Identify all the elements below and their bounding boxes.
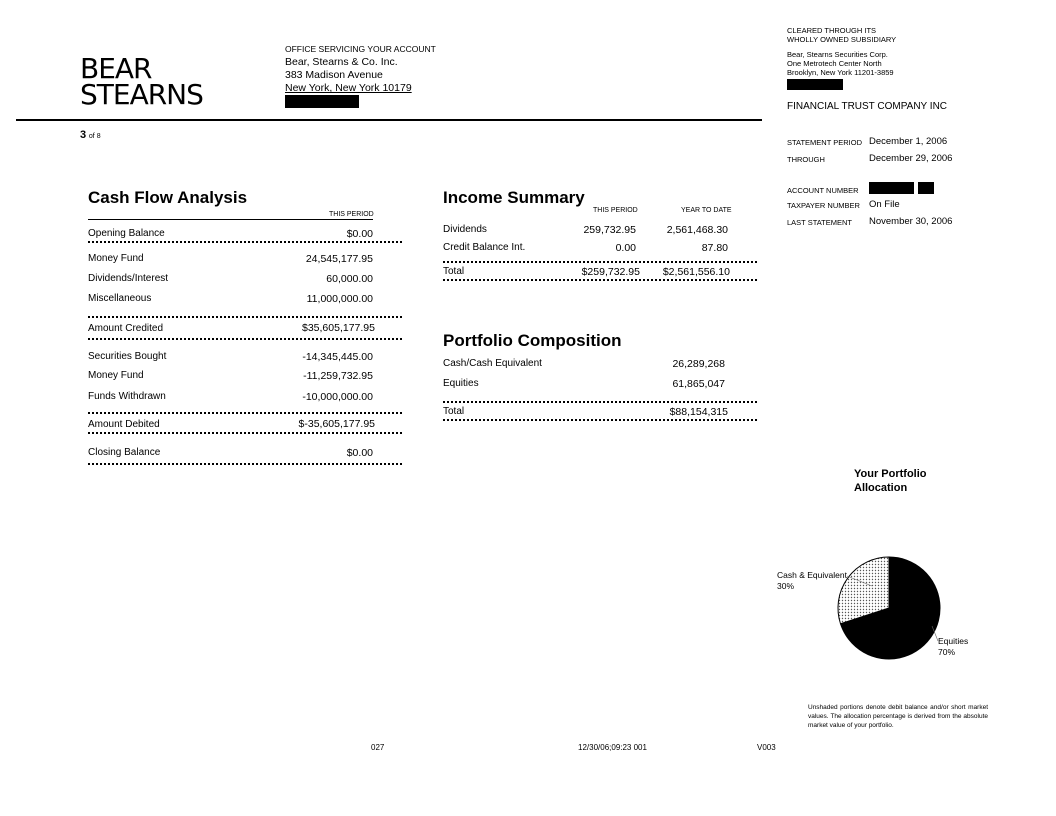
portfolio-row-value: 26,289,268 <box>672 358 725 370</box>
divider <box>88 463 402 465</box>
debit-row-label: Money Fund <box>88 370 144 381</box>
page-number <box>80 129 101 141</box>
debit-row-label: Funds Withdrawn <box>88 391 166 402</box>
last-statement-label: LAST STATEMENT <box>787 218 853 227</box>
divider <box>88 338 402 340</box>
portfolio-row-value: 61,865,047 <box>672 378 725 390</box>
redaction-block <box>787 79 843 90</box>
statement-period-value: December 1, 2006 <box>869 136 948 147</box>
allocation-title-line-2: Allocation <box>854 482 908 494</box>
amount-credited-label: Amount Credited <box>88 323 164 334</box>
divider <box>443 401 757 403</box>
last-statement-value: November 30, 2006 <box>869 216 953 227</box>
income-col-ytd: YEAR TO DATE <box>681 207 732 214</box>
income-col-this-period: THIS PERIOD <box>593 207 638 214</box>
opening-balance-value: $0.00 <box>346 228 373 240</box>
portfolio-row-label: Equities <box>443 378 479 389</box>
footer-code-right: V003 <box>757 743 776 752</box>
equities-label-text: Equities <box>938 636 969 646</box>
income-row-label: Credit Balance Int. <box>443 242 526 253</box>
debit-row-value: -14,345,445.00 <box>302 351 373 363</box>
cash-pct-text: 30% <box>777 581 795 591</box>
equities-slice-label <box>938 636 968 658</box>
income-row-label: Dividends <box>443 224 487 235</box>
allocation-pie-chart <box>760 545 960 675</box>
footer-code-left: 027 <box>371 743 385 752</box>
clearing-street: One Metrotech Center North <box>787 59 882 68</box>
divider <box>88 241 402 243</box>
credit-row-value: 60,000.00 <box>326 273 373 285</box>
credit-row-label: Miscellaneous <box>88 293 152 304</box>
clearing-line-1: CLEARED THROUGH ITS <box>787 26 877 35</box>
account-number-label: ACCOUNT NUMBER <box>787 186 859 195</box>
through-label: THROUGH <box>787 155 825 164</box>
credit-row-value: 24,545,177.95 <box>305 253 373 265</box>
cash-slice-label <box>777 570 847 592</box>
logo-line-2: STEARNS <box>80 78 203 111</box>
income-summary-title: Income Summary <box>443 188 585 207</box>
income-total-label: Total <box>443 266 465 277</box>
divider <box>443 419 757 421</box>
footer-timestamp: 12/30/06;09:23 001 <box>578 743 647 752</box>
client-name: FINANCIAL TRUST COMPANY INC <box>787 101 948 112</box>
page-current: 3 <box>80 129 87 141</box>
office-city: New York, New York 10179 <box>285 82 412 94</box>
income-row-period: 259,732.95 <box>583 224 636 236</box>
divider <box>443 279 757 281</box>
bear-stearns-logo <box>80 52 203 111</box>
through-value: December 29, 2006 <box>869 153 953 164</box>
logo-line-1: BEAR <box>80 52 152 85</box>
income-total-ytd: $2,561,556.10 <box>662 266 730 278</box>
closing-balance-label: Closing Balance <box>88 447 161 458</box>
page-total: of 8 <box>88 133 101 140</box>
divider <box>88 432 402 434</box>
credit-row-label: Money Fund <box>88 253 144 264</box>
amount-debited-value: $-35,605,177.95 <box>298 418 375 430</box>
income-total-period: $259,732.95 <box>581 266 640 278</box>
amount-debited-label: Amount Debited <box>88 419 160 430</box>
debit-row-value: -11,259,732.95 <box>303 370 373 382</box>
cash-label-text: Cash & Equivalent <box>777 570 847 580</box>
income-row-period: 0.00 <box>615 242 636 254</box>
divider <box>88 412 402 414</box>
credit-row-label: Dividends/Interest <box>88 273 169 284</box>
clearing-city: Brooklyn, New York 11201-3859 <box>787 68 894 77</box>
income-row-ytd: 2,561,468.30 <box>666 224 728 236</box>
divider <box>443 261 757 263</box>
allocation-title-line-1: Your Portfolio <box>854 468 927 480</box>
allocation-note: Unshaded portions denote debit balance and/or short market values. The allocation percentage is derived from the absolute market value of your portfolio. <box>808 704 988 729</box>
debit-row-label: Securities Bought <box>88 351 167 362</box>
cash-flow-title: Cash Flow Analysis <box>88 188 248 207</box>
header-rule <box>16 119 762 121</box>
office-street: 383 Madison Avenue <box>285 69 383 81</box>
office-name: Bear, Stearns & Co. Inc. <box>285 56 398 68</box>
income-row-ytd: 87.80 <box>701 242 728 254</box>
clearing-name: Bear, Stearns Securities Corp. <box>787 50 888 59</box>
redaction-block <box>285 95 359 108</box>
taxpayer-value: On File <box>869 199 900 210</box>
cash-flow-column-header: THIS PERIOD <box>329 211 374 218</box>
credit-row-value: 11,000,000.00 <box>306 293 373 305</box>
clearing-line-2: WHOLLY OWNED SUBSIDIARY <box>787 35 897 44</box>
office-header: OFFICE SERVICING YOUR ACCOUNT <box>285 44 436 54</box>
portfolio-total-label: Total <box>443 406 465 417</box>
redaction-block <box>918 182 934 194</box>
opening-balance-label: Opening Balance <box>88 228 165 239</box>
debit-row-value: -10,000,000.00 <box>302 391 373 403</box>
divider <box>88 219 373 220</box>
statement-period-label: STATEMENT PERIOD <box>787 138 863 147</box>
clearing-info <box>787 26 896 92</box>
amount-credited-value: $35,605,177.95 <box>302 322 375 334</box>
portfolio-row-label: Cash/Cash Equivalent <box>443 358 542 369</box>
equities-pct-text: 70% <box>938 647 956 657</box>
redaction-block <box>869 182 914 194</box>
allocation-title <box>854 467 927 495</box>
divider <box>88 316 402 318</box>
portfolio-total-value: $88,154,315 <box>669 406 728 418</box>
office-address <box>285 43 436 112</box>
portfolio-composition-title: Portfolio Composition <box>443 331 622 350</box>
taxpayer-label: TAXPAYER NUMBER <box>787 201 860 210</box>
closing-balance-value: $0.00 <box>346 447 373 459</box>
